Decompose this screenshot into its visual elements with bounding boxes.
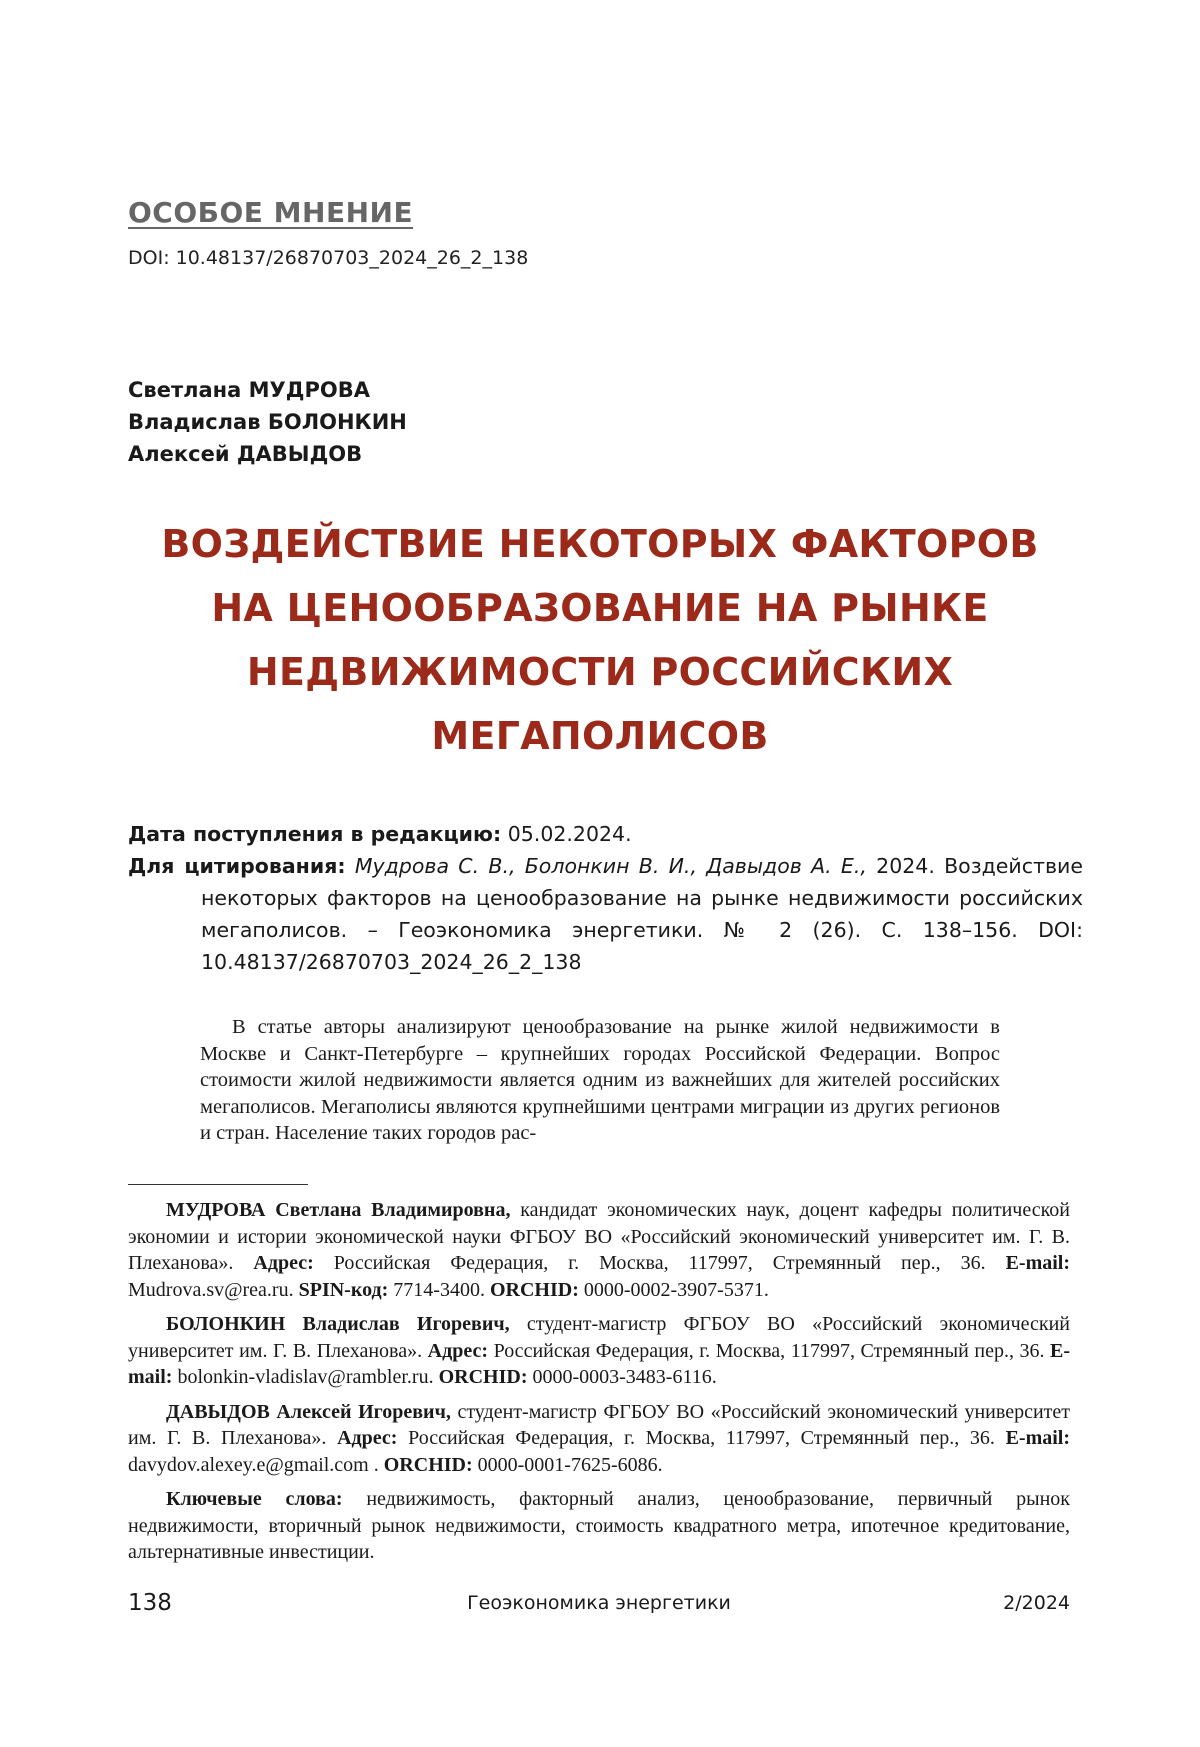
keywords-label: Ключевые слова: (166, 1488, 343, 1510)
doi-line: DOI: 10.48137/26870703_2024_26_2_138 (128, 247, 529, 269)
orcid-label: ORCHID: (489, 1278, 579, 1301)
title-line: ВОЗДЕЙСТВИЕ НЕКОТОРЫХ ФАКТОРОВ (161, 522, 1039, 566)
address-label: Адрес: (427, 1339, 489, 1362)
author-list (128, 374, 407, 470)
orcid-label: ORCHID: (438, 1366, 528, 1388)
spin-label: SPIN-код: (298, 1278, 389, 1301)
author-note (128, 1197, 1070, 1303)
abstract: В статье авторы анализируют ценообразование на рынке жилой недвижимости в Москве и Санкт-Петербурге – крупнейших городах Российской Федерации. Вопрос стоимости жилой недвижимости является одним из важнейших для жителей российских мегаполисов. Мегаполисы являются крупнейшими центрами миграции из других регионов и стран. Население таких городов рас- (200, 1016, 1000, 1144)
email-value: bolonkin-vladislav@rambler.ru. (177, 1366, 434, 1388)
address-value: Российская Федерация, г. Москва, 117997, Стремянный пер., 36. (408, 1427, 995, 1449)
issue-number: 2/2024 (1003, 1592, 1070, 1614)
address-label: Адрес: (253, 1252, 314, 1274)
keywords-text: недвижимость, факторный анализ, ценообразование, первичный рынок недвижимости, вторичный рынок недвижимости, стоимость квадратного метра, ипотечное кредитование, альтернативные инвестиции. (128, 1488, 1070, 1563)
keywords (128, 1486, 1070, 1566)
email-value: Mudrova.sv@rea.ru. (128, 1278, 294, 1301)
orcid-label: ORCHID: (383, 1453, 473, 1476)
received-label: Дата поступления в редакцию: (128, 822, 502, 846)
citation-label: Для цитирования: (128, 854, 346, 878)
author-note-name: МУДРОВА Светлана Владимировна, (166, 1199, 511, 1221)
orcid-value: 0000-0003-3483-6116. (532, 1366, 717, 1388)
title-line: НЕДВИЖИМОСТИ РОССИЙСКИХ (246, 650, 954, 694)
author-notes (128, 1197, 1070, 1574)
title-line: НА ЦЕНООБРАЗОВАНИЕ НА РЫНКЕ (211, 586, 989, 630)
footnote-divider (128, 1184, 308, 1185)
received-date (128, 818, 1010, 850)
journal-name: Геоэкономика энергетики (467, 1592, 731, 1614)
author-note-name: БОЛОНКИН Владислав Игоревич, (166, 1313, 510, 1335)
email-label: E-mail: (128, 1339, 1071, 1388)
spin-value: 7714-3400. (393, 1278, 485, 1301)
address-value: Российская Федерация, г. Москва, 117997, Стремянный пер., 36. (333, 1252, 986, 1274)
email-label: E-mail: (1005, 1252, 1071, 1274)
orcid-value: 0000-0002-3907-5371. (583, 1278, 769, 1301)
citation-text: 2024. Воздействие некоторых факторов на ценообразование на рынке недвижимости российских мегаполисов. – Геоэкономика энергетики. № 2 (26). С. 138–156. DOI: 10.48137/26870703_2024_26_2_138 (201, 854, 1083, 974)
citation-authors: Мудрова С. В., Болонкин В. И., Давыдов А. Е., (354, 854, 867, 878)
email-value: davydov.alexey.e@gmail.com . (128, 1453, 379, 1476)
email-label: E-mail: (1005, 1427, 1071, 1449)
orcid-value: 0000-0001-7625-6086. (477, 1453, 663, 1476)
section-heading: ОСОБОЕ МНЕНИЕ (128, 196, 414, 229)
author-note-desc: студент-магистр ФГБОУ ВО «Российский экономический университет им. Г. В. Плеханова». (128, 1400, 1071, 1449)
author-name: Владислав БОЛОНКИН (128, 410, 407, 434)
address-label: Адрес: (337, 1427, 398, 1449)
author-note-desc: студент-магистр ФГБОУ ВО «Российский экономический университет им. Г. В. Плеханова». (128, 1313, 1071, 1362)
article-title (128, 512, 1072, 768)
page-number: 138 (128, 1590, 172, 1616)
author-name: Алексей ДАВЫДОВ (128, 442, 363, 466)
author-note-name: ДАВЫДОВ Алексей Игоревич, (166, 1400, 451, 1423)
received-value: 05.02.2024. (507, 822, 632, 846)
address-value: Российская Федерация, г. Москва, 117997, Стремянный пер., 36. (493, 1339, 1045, 1362)
author-note-desc: кандидат экономических наук, доцент кафедры политической экономии и истории экономической науки ФГБОУ ВО «Российский экономический университет им. Г. В. Плеханова». (128, 1199, 1070, 1274)
title-line: МЕГАПОЛИСОВ (431, 714, 769, 758)
author-name: Светлана МУДРОВА (128, 378, 370, 402)
author-note (128, 1399, 1070, 1479)
author-note (128, 1311, 1070, 1391)
citation (128, 850, 1083, 978)
